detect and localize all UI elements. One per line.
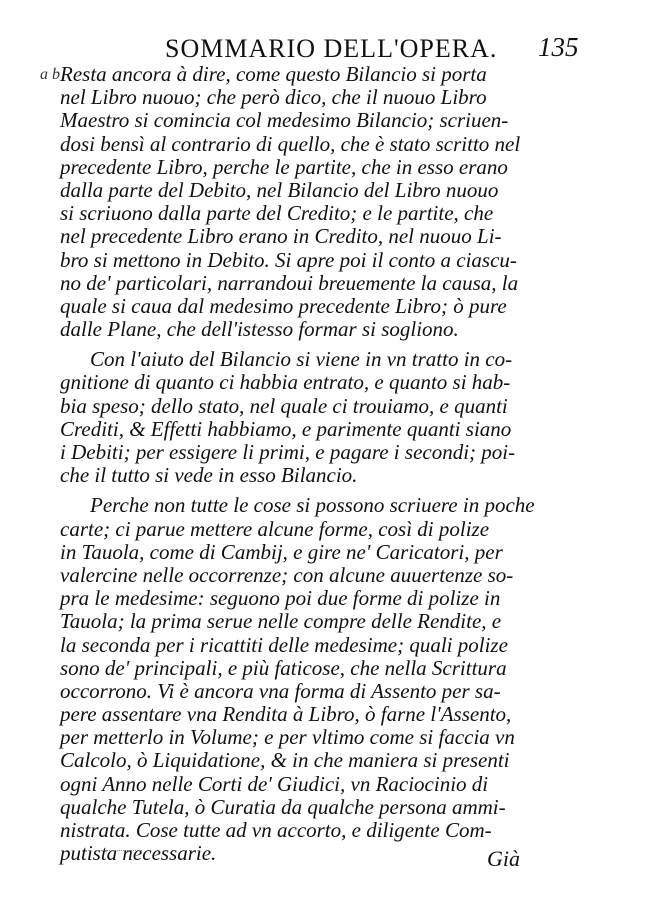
paragraph-1-line-5: precedente Libro, perche le partite, che in esso erano: [60, 154, 508, 179]
margin-mark: a b: [40, 66, 60, 83]
paragraph-1-line-11: quale si caua dal medesimo precedente Libro; ò pure: [60, 293, 507, 318]
paragraph-3-line-9: occorrono. Vi è ancora vna forma di Assento per sa-: [60, 678, 501, 703]
running-title: SOMMARIO DELL'OPERA.: [165, 34, 498, 63]
body-text: [60, 63, 600, 865]
paragraph-2-line-2: gnitione di quanto ci habbia entrato, e quanto si hab-: [60, 370, 511, 395]
paragraph-2-line-3: bia speso; dello stato, nel quale ci trouiamo, e quanti: [60, 393, 508, 418]
paragraph-3-line-8: sono de' principali, e più faticose, che nella Scrittura: [60, 655, 507, 680]
paragraph-3-line-4: valercine nelle occorrenze; con alcune auuertenze so-: [60, 562, 514, 587]
paragraph-3-line-11: per metterlo in Volume; e per vltimo come si faccia vn: [60, 725, 515, 750]
paragraph-3-line-13: ogni Anno nelle Corti de' Giudici, vn Raciocinio di: [60, 771, 489, 796]
paragraph-3-line-14: qualche Tutela, ò Curatia da qualche persona ammi-: [60, 794, 506, 819]
page-number: 135: [538, 32, 579, 62]
paragraph-3-line-2: carte; ci parue mettere alcune forme, così di polize: [60, 516, 490, 541]
paragraph-2-line-6: che il tutto si vede in esso Bilancio.: [60, 463, 358, 488]
paragraph-1-line-1: Resta ancora à dire, come questo Bilancio si porta: [60, 62, 487, 86]
paragraph-3-line-6: Tauola; la prima serue nelle compre delle Rendite, e: [60, 609, 502, 634]
paragraph-3-line-10: pere assentare vna Rendita à Libro, ò farne l'Assento,: [60, 702, 512, 727]
paragraph-3-line-1: Perche non tutte le cose si possono scriuere in poche: [90, 493, 535, 518]
catchword: Già: [487, 846, 520, 871]
paragraph-1-line-6: dalla parte del Debito, nel Bilancio del Libro nuouo: [60, 177, 499, 202]
paragraph-3-line-3: in Tauola, come di Cambij, e gire ne' Caricatori, per: [60, 539, 503, 564]
paragraph-1-line-10: no de' particolari, narrandoui breuemente la causa, la: [60, 270, 519, 295]
paragraph-1-line-4: dosi bensì al contrario di quello, che è stato scritto nel: [60, 131, 521, 156]
paragraph-2-line-5: i Debiti; per essigere li primi, e pagare i secondi; poi-: [60, 440, 516, 464]
paragraph-1-line-2: nel Libro nuouo; che però dico, che il nuouo Libro: [60, 85, 487, 110]
paragraph-1-line-3: Maestro si comincia col medesimo Bilancio; scriuen-: [60, 108, 509, 133]
paragraph-1-line-7: si scriuono dalla parte del Credito; e le partite, che: [60, 201, 494, 226]
paragraph-3-line-7: la seconda per i ricattiti delle medesime; quali polize: [60, 632, 508, 657]
paragraph-2-line-4: Crediti, & Effetti habbiamo, e parimente quanti siano: [60, 416, 512, 441]
paragraph-3-line-16: putista necessarie.: [60, 841, 217, 866]
paragraph-3-line-5: pra le medesime: seguono poi due forme di polize in: [60, 586, 501, 611]
stray-ink-marks: [96, 836, 142, 851]
paragraph-3-line-12: Calcolo, ò Liquidatione, & in che maniera si presenti: [60, 748, 510, 773]
paragraph-1-line-9: bro si mettono in Debito. Si apre poi il conto a ciascu-: [60, 247, 517, 272]
paragraph-2-line-1: Con l'aiuto del Bilancio si viene in vn tratto in co-: [90, 347, 513, 372]
paragraph-3-line-15: nistrata. Cose tutte ad vn accorto, e diligente Com-: [60, 818, 492, 842]
paragraph-1-line-12: dalle Plane, che dell'istesso formar si sogliono.: [60, 317, 459, 342]
paragraph-1-line-8: nel precedente Libro erano in Credito, nel nuouo Li-: [60, 224, 502, 249]
